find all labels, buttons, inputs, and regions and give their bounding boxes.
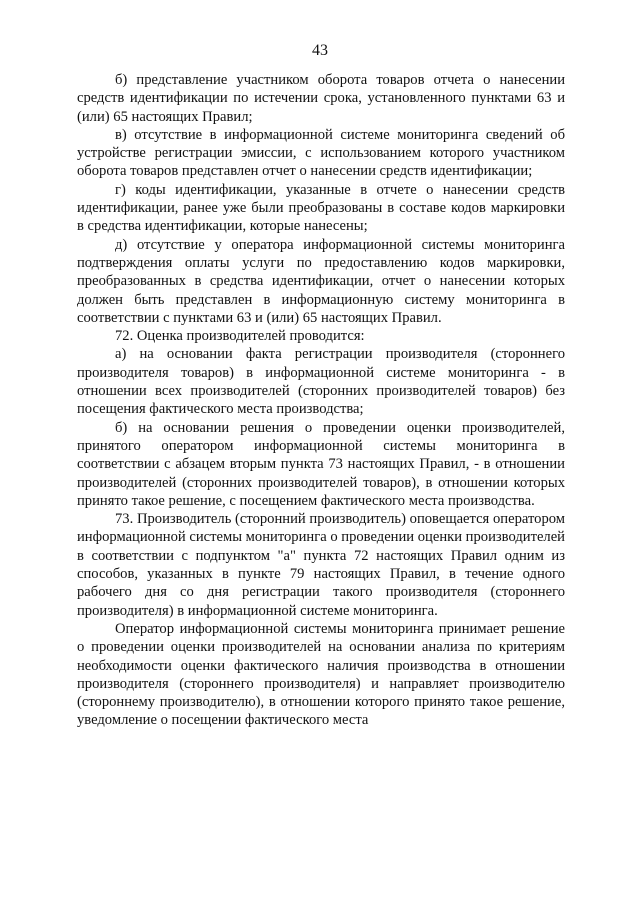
paragraph-d-payment-confirmation: д) отсутствие у оператора информационной системы мониторинга подтверждения оплаты услуги по предоставлению кодов маркировки, преобразованных в средства идентификации, отчет о нанесении которых должен быть представлен в информационную систему мониторинга в соответствии с пунктами 63 и (или) 65 настоящих Правил.: [77, 236, 565, 326]
paragraph-73-operator-decision: Оператор информационной системы мониторинга принимает решение о проведении оценки производителей на основании анализа по критериям необходимости оценки фактического наличия производства в отношении производителя (стороннего производителя) и направляет производителю (стороннему производителю), в отношении которого принято такое решение, уведомление о посещении фактического места: [77, 620, 565, 729]
paragraph-72-b: б) на основании решения о проведении оценки производителей, принятого оператором информационной системы мониторинга в соответствии с абзацем вторым пункта 73 настоящих Правил, - в отношении производителей (сторонних производителей товаров), в отношении которых принято такое решение, с посещением фактического места производства.: [77, 419, 565, 509]
document-body: [77, 71, 565, 730]
paragraph-g-codes-converted: г) коды идентификации, указанные в отчете о нанесении средств идентификации, ранее уже были преобразованы в составе кодов маркировки в средства идентификации, которые нанесены;: [77, 181, 565, 235]
paragraph-b-report-deadline: б) представление участником оборота товаров отчета о нанесении средств идентификации по истечении срока, установленного пунктами 63 и (или) 65 настоящих Правил;: [77, 72, 565, 125]
paragraph-73: 73. Производитель (сторонний производитель) оповещается оператором информационной системы мониторинга о проведении оценки производителей в соответствии с подпунктом "а" пункта 72 настоящих Правил одним из способов, указанных в пункте 79 настоящих Правил, в течение одного рабочего дня со дня регистрации такого производителя (стороннего производителя) в информационной системе мониторинга.: [77, 511, 565, 619]
paragraph-72-heading: 72. Оценка производителей проводится:: [115, 328, 365, 345]
paragraph-v-emission-device: в) отсутствие в информационной системе мониторинга сведений об устройстве регистрации эмиссии, с использованием которого участником оборота товаров представлен отчет о нанесении средств идентификации;: [77, 126, 565, 180]
paragraph-72-a: а) на основании факта регистрации производителя (стороннего производителя товаров) в информационной системе мониторинга - в отношении всех производителей (сторонних производителей товаров) без посещения фактического места производства;: [77, 346, 565, 418]
page-number: 43: [312, 42, 328, 59]
